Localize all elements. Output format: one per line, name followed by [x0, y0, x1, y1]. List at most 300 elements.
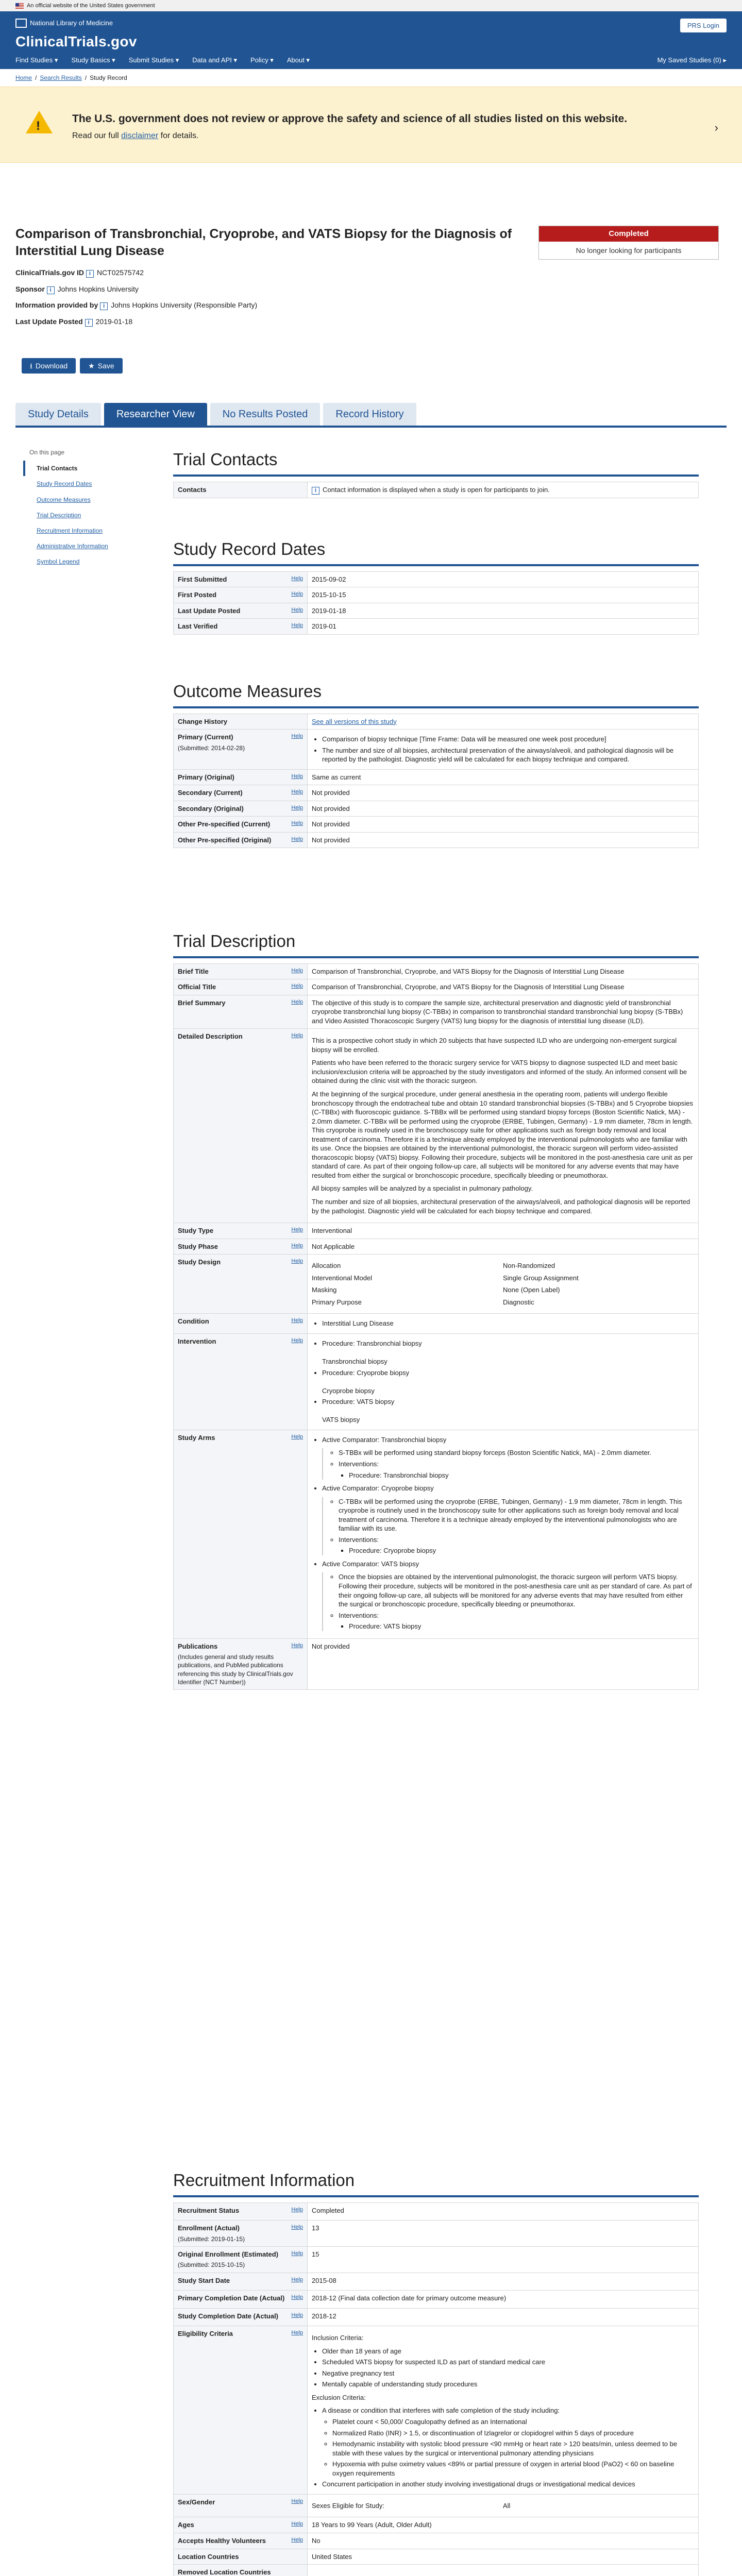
arm-detail	[322, 1448, 694, 1480]
site-logo[interactable]: ClinicalTrials.gov	[15, 33, 137, 49]
help-link[interactable]: Help	[291, 591, 303, 598]
trial-description-section	[173, 930, 699, 1690]
arm-label: • Active Comparator: Cryoprobe biopsy	[322, 1484, 434, 1493]
table-row	[174, 2202, 699, 2221]
info-icon[interactable]: i	[100, 302, 108, 310]
table-row	[174, 2308, 699, 2326]
on-this-page-nav	[23, 446, 152, 570]
description-table	[173, 963, 699, 1690]
help-link[interactable]: Help	[291, 804, 303, 811]
row-key	[174, 714, 308, 730]
help-link[interactable]: Help	[291, 773, 303, 779]
nav-submit-studies[interactable]: Submit Studies ▾	[128, 56, 179, 64]
row-key-sub: (Submitted: 2015-10-15)	[178, 2261, 245, 2269]
list-item: ◦ Hypoxemia with pulse oximetry values <89% or partial pressure of oxygen in arterial blood (PaO2) < 60 on baseline oxygen requirements	[332, 2460, 694, 2478]
row-key	[174, 2517, 308, 2533]
table-row	[174, 817, 699, 833]
row-key-label: First Submitted	[178, 575, 227, 583]
row-key-label: Study Type	[178, 1227, 214, 1235]
list-item	[339, 1611, 694, 1631]
row-value	[308, 730, 699, 770]
help-link[interactable]: Help	[291, 998, 303, 1005]
tab-study-details[interactable]: Study Details	[15, 403, 101, 426]
meta-value: 2019-01-18	[95, 317, 133, 326]
tab-researcher-view[interactable]: Researcher View	[104, 403, 207, 426]
row-value: 2019-01-18	[308, 603, 699, 619]
row-value: 2015-09-02	[308, 571, 699, 587]
detailed-paragraph: Patients who have been referred to the thoracic surgery service for VATS biopsy to diagnose suspected ILD and meet basic inclusion/exclusion criteria will be approached by the study investigators and informed of the study. An informed consent will be obtained during the clinic visit with the thoracic surgeon.	[312, 1059, 687, 1085]
help-link[interactable]: Help	[291, 2330, 303, 2336]
row-key-label: Official Title	[178, 983, 216, 991]
row-key-label: Other Pre-specified (Current)	[178, 820, 271, 828]
row-key-label: Study Arms	[178, 1433, 215, 1442]
saved-studies-link[interactable]: My Saved Studies (0) ▸	[657, 56, 727, 64]
row-value	[308, 482, 699, 498]
row-key	[174, 2549, 308, 2565]
row-value	[308, 2326, 699, 2495]
recruitment-section	[173, 2169, 699, 2576]
row-key	[174, 619, 308, 635]
row-value	[308, 1314, 699, 1334]
row-value: The objective of this study is to compare the sample size, architectural preservation and diagnostic yield of transbronchial cryoprobe transbronchial lung biopsy (C-TBBx) in comparison to transbronchial standard transbronchial lung biopsy (S-TBBx) and Video Assisted Thoracoscopic Surgery (VATS) lung biopsy for the diagnosis of interstitial lung disease (ILD).	[308, 995, 699, 1029]
row-key	[174, 963, 308, 979]
nlm-logo-icon	[15, 19, 27, 28]
row-key-label: Removed Location Countries	[178, 2568, 271, 2576]
row-key	[174, 730, 308, 770]
arms-list	[322, 1435, 694, 1631]
sex-row	[312, 2500, 694, 2512]
row-value: No	[308, 2533, 699, 2549]
row-key-label: Other Pre-specified (Original)	[178, 836, 272, 844]
info-icon[interactable]: i	[85, 319, 93, 327]
table-row	[174, 2291, 699, 2309]
sidebar-heading: On this page	[29, 449, 65, 456]
tab-record-history[interactable]: Record History	[323, 403, 416, 426]
list-item: ◦ Platelet count < 50,000/ Coagulopathy defined as an International	[332, 2417, 694, 2427]
list-item: ◦ Hemodynamic instability with systolic blood pressure <90 mmHg or heart rate > 120 beats/min, unless deemed to be stable with these values by the surgical or interventional pulmonary attending physicians	[332, 2439, 694, 2458]
row-key-label: Primary (Original)	[178, 773, 234, 781]
download-icon: ⭳	[30, 362, 32, 370]
row-value	[308, 1255, 699, 1314]
help-link[interactable]: Help	[291, 2206, 303, 2213]
meta-last-update	[15, 314, 257, 330]
gov-banner-text: An official website of the United States government	[27, 2, 155, 9]
nav-about[interactable]: About ▾	[286, 56, 310, 64]
row-value: Not provided	[308, 801, 699, 817]
table-row	[174, 619, 699, 635]
study-tabs	[15, 403, 416, 426]
help-link[interactable]: Help	[291, 1433, 303, 1440]
nav-find-studies[interactable]: Find Studies ▾	[15, 56, 58, 64]
inclusion-list	[322, 2347, 694, 2389]
row-key-label: Condition	[178, 1317, 209, 1326]
table-row	[174, 1223, 699, 1239]
row-value: 2018-12 (Final data collection date for primary outcome measure)	[308, 2291, 699, 2309]
info-icon[interactable]: i	[86, 270, 94, 278]
nlm-label: National Library of Medicine	[30, 19, 113, 27]
sex-table	[312, 2500, 694, 2512]
table-row	[174, 1255, 699, 1314]
sidebar-item-symbol-legend[interactable]: Symbol Legend	[37, 558, 80, 566]
list-item	[322, 1368, 694, 1396]
row-key	[174, 1314, 308, 1334]
help-link[interactable]: Help	[291, 2498, 303, 2504]
row-key-sub: (Includes general and study results publications, and PubMed publications referencing this study by ClinicalTrials.gov Identifier (NCT Number))	[178, 1653, 293, 1686]
help-link[interactable]: Help	[291, 2276, 303, 2283]
row-key	[174, 1223, 308, 1239]
meta-value: Johns Hopkins University	[57, 284, 139, 293]
row-value: 2019-01	[308, 619, 699, 635]
row-value: 13	[308, 2221, 699, 2247]
arm-label: • Active Comparator: Transbronchial biopsy	[322, 1435, 447, 1444]
table-row	[174, 1638, 699, 1689]
arm-iv-list	[349, 1622, 694, 1631]
row-key	[174, 571, 308, 587]
exclusion-sublist	[332, 2417, 694, 2478]
table-row	[174, 832, 699, 848]
sidebar-item-trial-contacts[interactable]: Trial Contacts	[23, 461, 152, 476]
row-key	[174, 2565, 308, 2576]
row-value: 2015-10-15	[308, 587, 699, 603]
help-link[interactable]: Help	[291, 1227, 303, 1233]
row-key-label: Ages	[178, 2521, 194, 2529]
intervention-desc: Transbronchial biopsy	[322, 1358, 387, 1366]
design-key: Masking	[312, 1286, 337, 1294]
row-value: Not provided	[308, 817, 699, 833]
row-key-sub: (Submitted: 2019-01-15)	[178, 2235, 245, 2243]
row-key	[174, 817, 308, 833]
help-link[interactable]: Help	[291, 622, 303, 629]
row-key	[174, 482, 308, 498]
inclusion-label: Inclusion Criteria:	[312, 2334, 364, 2342]
list-item	[339, 1460, 694, 1480]
list-item: • Older than 18 years of age	[322, 2347, 694, 2356]
list-item: ▪ Procedure: Transbronchial biopsy	[349, 1471, 694, 1480]
help-link[interactable]: Help	[291, 1258, 303, 1265]
exclusion-lead: A disease or condition that interferes with safe completion of the study including:	[322, 2406, 560, 2415]
row-key-label: Location Countries	[178, 2552, 239, 2561]
design-key: Primary Purpose	[312, 1298, 362, 1306]
table-row	[174, 801, 699, 817]
help-link[interactable]: Help	[291, 733, 303, 740]
sidebar-item-trial-description[interactable]: Trial Description	[37, 511, 81, 519]
row-key-label: Brief Title	[178, 967, 209, 975]
list-item	[322, 1339, 694, 1366]
row-key-label: Secondary (Original)	[178, 804, 244, 812]
list-item: ◦ S-TBBx will be performed using standard biopsy forceps (Boston Scientific Natick, MA) - 2.0mm diameter.	[339, 1448, 694, 1458]
row-value: Comparison of Transbronchial, Cryoprobe, and VATS Biopsy for the Diagnosis of Interstitial Lung Disease	[308, 979, 699, 995]
design-row	[312, 1296, 694, 1309]
table-row	[174, 1430, 699, 1638]
table-row	[174, 2273, 699, 2291]
see-all-versions-link[interactable]: See all versions of this study	[312, 717, 397, 725]
site-header	[0, 11, 742, 69]
intervention-name: Procedure: Cryoprobe biopsy	[322, 1368, 410, 1377]
table-row	[174, 995, 699, 1029]
row-value: Same as current	[308, 769, 699, 785]
help-link[interactable]: Help	[291, 2294, 303, 2301]
arm-label: • Active Comparator: VATS biopsy	[322, 1560, 419, 1568]
info-icon: i	[312, 487, 319, 495]
row-key-sub: (Submitted: 2014-02-28)	[178, 744, 245, 752]
row-key	[174, 587, 308, 603]
recruitment-title: Recruitment Information	[173, 2169, 699, 2197]
list-item: ▪ Procedure: VATS biopsy	[349, 1622, 694, 1631]
detailed-paragraph: This is a prospective cohort study in which 20 subjects that have suspected ILD who are undergoing non-emergent surgical biopsy will be enrolled.	[312, 1037, 677, 1054]
arm-detail	[322, 1497, 694, 1555]
help-link[interactable]: Help	[291, 575, 303, 582]
list-item: • Scheduled VATS biopsy for suspected ILD as part of standard medical care	[322, 2358, 694, 2367]
meta-key: ClinicalTrials.gov ID	[15, 268, 85, 277]
table-row	[174, 571, 699, 587]
gov-banner	[0, 0, 742, 11]
row-key-label: Study Start Date	[178, 2276, 230, 2284]
row-value: Not Applicable	[308, 1239, 699, 1255]
row-value: 18 Years to 99 Years (Adult, Older Adult)	[308, 2517, 699, 2533]
tab-no-results-posted[interactable]: No Results Posted	[210, 403, 321, 426]
row-key	[174, 2308, 308, 2326]
row-key-label: Change History	[178, 717, 228, 725]
row-key-label: Primary (Current)	[178, 733, 233, 741]
exclusion-label: Exclusion Criteria:	[312, 2393, 366, 2401]
download-button[interactable]	[22, 358, 76, 374]
row-key-label: Eligibility Criteria	[178, 2330, 233, 2338]
row-key-label: Study Completion Date (Actual)	[178, 2312, 279, 2320]
table-row	[174, 2246, 699, 2273]
help-link[interactable]: Help	[291, 2521, 303, 2528]
sidebar-item-recruitment[interactable]: Recruitment Information	[37, 527, 103, 534]
nlm-logo[interactable]	[15, 19, 113, 28]
row-key	[174, 1430, 308, 1638]
tab-underline	[15, 426, 727, 428]
row-value: Comparison of Transbronchial, Cryoprobe, and VATS Biopsy for the Diagnosis of Interstitial Lung Disease	[308, 963, 699, 979]
arm-iv-label: Interventions:	[339, 1460, 379, 1468]
prs-login-button[interactable]: PRS Login	[680, 19, 727, 32]
row-key-label: Enrollment (Actual)	[178, 2224, 240, 2232]
row-value: 15	[308, 2246, 699, 2273]
table-row	[174, 482, 699, 498]
trial-description-title: Trial Description	[173, 930, 699, 958]
table-row	[174, 730, 699, 770]
help-link[interactable]: Help	[291, 967, 303, 974]
row-value: Not provided	[308, 832, 699, 848]
breadcrumb-home[interactable]: Home	[15, 74, 32, 81]
status-box	[538, 226, 719, 260]
nav-study-basics[interactable]: Study Basics ▾	[71, 56, 115, 64]
breadcrumb	[15, 69, 727, 87]
chevron-right-icon[interactable]: ›	[714, 121, 718, 134]
help-link[interactable]: Help	[291, 1242, 303, 1249]
table-row	[174, 1029, 699, 1223]
table-row	[174, 1333, 699, 1430]
row-key-label: Secondary (Current)	[178, 789, 243, 797]
design-row	[312, 1284, 694, 1296]
row-key	[174, 769, 308, 785]
row-value	[308, 1430, 699, 1638]
list-item	[322, 1397, 694, 1425]
meta-key: Information provided by	[15, 301, 98, 309]
list-item: • Mentally capable of understanding study procedures	[322, 2380, 694, 2389]
detailed-paragraph: The number and size of all biopsies, architectural preservation of the airways/alveoli, and pathological diagnosis will be reported by the pathologist. Diagnostic yield will be calculated for each biopsy technique and compared.	[312, 1198, 690, 1215]
row-key	[174, 995, 308, 1029]
intervention-name: Procedure: VATS biopsy	[322, 1398, 395, 1406]
table-row	[174, 963, 699, 979]
notice-text-pre: Read our full	[72, 131, 122, 140]
sidebar-item-study-record-dates[interactable]: Study Record Dates	[37, 480, 92, 488]
help-link[interactable]: Help	[291, 2250, 303, 2257]
table-row	[174, 587, 699, 603]
study-title: Comparison of Transbronchial, Cryoprobe, and VATS Biopsy for the Diagnosis of Interstitial Lung Disease	[15, 227, 512, 258]
table-row	[174, 603, 699, 619]
study-actions	[22, 358, 123, 374]
breadcrumb-current: Study Record	[90, 74, 127, 81]
intervention-desc: Cryoprobe biopsy	[322, 1386, 375, 1395]
design-table	[312, 1260, 694, 1308]
meta-nct-id	[15, 265, 257, 281]
list-item: ◦ C-TBBx will be performed using the cryoprobe (ERBE, Tubingen, Germany) - 1.9 mm diameter, 78cm in length. This cryoprobe is routinely used in the bronchoscopy suite for other applications such as foreign body removal and local treatment of carcinoma. Therefore it is a technique already employed by the interventional pulmonologists who are familiar with its use.	[339, 1497, 694, 1533]
help-link[interactable]: Help	[291, 1317, 303, 1324]
arm-desc-list	[339, 1448, 694, 1480]
list-item: • Comparison of biopsy technique [Time Frame: Data will be measured one week post procedure]	[322, 735, 694, 744]
recruitment-table	[173, 2202, 699, 2576]
design-value: Non-Randomized	[503, 1262, 555, 1270]
study-meta	[15, 265, 257, 330]
row-key	[174, 979, 308, 995]
disclaimer-link[interactable]: disclaimer	[121, 131, 159, 140]
main-nav	[15, 56, 310, 65]
row-key	[174, 832, 308, 848]
help-link[interactable]: Help	[291, 606, 303, 613]
us-flag-icon	[15, 3, 24, 9]
meta-info-provider	[15, 297, 257, 314]
row-value: Not provided	[308, 785, 699, 801]
save-button[interactable]	[80, 358, 122, 374]
sidebar-item-admin[interactable]: Administrative Information	[37, 543, 108, 550]
notice-text	[72, 130, 198, 142]
meta-value: NCT02575742	[96, 268, 144, 277]
row-value	[308, 2565, 699, 2576]
meta-sponsor	[15, 281, 257, 298]
help-link[interactable]: Help	[291, 2224, 303, 2231]
design-value: None (Open Label)	[503, 1286, 560, 1294]
arm-desc-list	[339, 1497, 694, 1555]
row-key	[174, 2246, 308, 2273]
help-link[interactable]: Help	[291, 983, 303, 990]
table-row	[174, 1239, 699, 1255]
row-key-label: Primary Completion Date (Actual)	[178, 2294, 285, 2302]
outcome-measures-title: Outcome Measures	[173, 680, 699, 708]
row-value	[308, 2494, 699, 2517]
status-note: No longer looking for participants	[539, 242, 718, 259]
row-key-label: Last Update Posted	[178, 606, 241, 615]
meta-key: Sponsor	[15, 284, 45, 293]
design-row	[312, 1260, 694, 1272]
row-key	[174, 1029, 308, 1223]
design-row	[312, 1272, 694, 1284]
info-icon[interactable]: i	[47, 286, 55, 294]
study-record-dates-title: Study Record Dates	[173, 538, 699, 566]
design-value: Diagnostic	[503, 1298, 534, 1306]
row-key	[174, 2533, 308, 2549]
help-link[interactable]: Help	[291, 2312, 303, 2318]
row-key	[174, 603, 308, 619]
contacts-table	[173, 482, 699, 498]
table-row	[174, 1314, 699, 1334]
row-key-label: Detailed Description	[178, 1032, 243, 1041]
table-row	[174, 769, 699, 785]
study-record-dates-section	[173, 538, 699, 635]
help-link[interactable]: Help	[291, 1032, 303, 1039]
trial-contacts-section	[173, 448, 699, 498]
intervention-name: Procedure: Transbronchial biopsy	[322, 1339, 422, 1347]
warning-exclamation-icon: !	[36, 119, 40, 133]
list-item	[339, 1535, 694, 1555]
row-key	[174, 785, 308, 801]
list-item	[322, 1435, 694, 1480]
table-row	[174, 979, 699, 995]
sidebar-item-outcome-measures[interactable]: Outcome Measures	[37, 496, 91, 503]
row-key	[174, 1333, 308, 1430]
disclaimer-notice	[0, 87, 742, 163]
row-key	[174, 2326, 308, 2495]
row-key	[174, 2221, 308, 2247]
breadcrumb-search-results[interactable]: Search Results	[40, 74, 82, 81]
row-key-label: First Posted	[178, 591, 217, 599]
arm-iv-label: Interventions:	[339, 1535, 379, 1544]
meta-value: Johns Hopkins University (Responsible Party)	[111, 301, 258, 309]
list-item: ▪ Procedure: Cryoprobe biopsy	[349, 1546, 694, 1555]
help-link[interactable]: Help	[291, 1642, 303, 1649]
row-value: 2018-12	[308, 2308, 699, 2326]
outcome-measures-section	[173, 680, 699, 848]
row-key-label: Contacts	[178, 485, 207, 494]
row-key-label: Intervention	[178, 1337, 216, 1345]
row-key-label: Study Design	[178, 1258, 221, 1266]
design-key: Interventional Model	[312, 1274, 373, 1282]
help-link[interactable]: Help	[291, 2536, 303, 2543]
sex-value: All	[503, 2501, 511, 2510]
help-link[interactable]: Help	[291, 820, 303, 827]
row-key-label: Sex/Gender	[178, 2498, 215, 2506]
intervention-list	[322, 1339, 694, 1425]
notice-text-post: for details.	[158, 131, 199, 140]
help-link[interactable]: Help	[291, 789, 303, 795]
row-key-label: Recruitment Status	[178, 2206, 240, 2214]
list-item: • Concurrent participation in another study involving investigational drugs or investigational medical devices	[322, 2480, 694, 2489]
primary-outcome-list	[322, 735, 694, 764]
row-key-label: Accepts Healthy Volunteers	[178, 2536, 266, 2545]
outcomes-table	[173, 714, 699, 849]
download-label: Download	[35, 362, 68, 370]
list-item: • The number and size of all biopsies, architectural preservation of the airways/alveoli, and pathological diagnosis will be reported by the pathologist. Diagnostic yield will be calculated for each biopsy technique and compared.	[322, 746, 694, 764]
row-key-label: Original Enrollment (Estimated)	[178, 2250, 279, 2258]
meta-key: Last Update Posted	[15, 317, 83, 326]
row-value: United States	[308, 2549, 699, 2565]
row-key-label: Brief Summary	[178, 998, 226, 1007]
arm-desc-list	[339, 1572, 694, 1631]
save-label: Save	[97, 362, 114, 370]
help-link[interactable]: Help	[291, 836, 303, 842]
help-link[interactable]: Help	[291, 1337, 303, 1344]
row-value	[308, 1029, 699, 1223]
list-item	[322, 1560, 694, 1631]
table-row	[174, 714, 699, 730]
nav-data-api[interactable]: Data and API ▾	[192, 56, 238, 64]
row-value: Completed	[308, 2202, 699, 2221]
table-row	[174, 2517, 699, 2533]
contacts-text: Contact information is displayed when a study is open for participants to join.	[323, 485, 550, 494]
nav-policy[interactable]: Policy ▾	[250, 56, 274, 64]
